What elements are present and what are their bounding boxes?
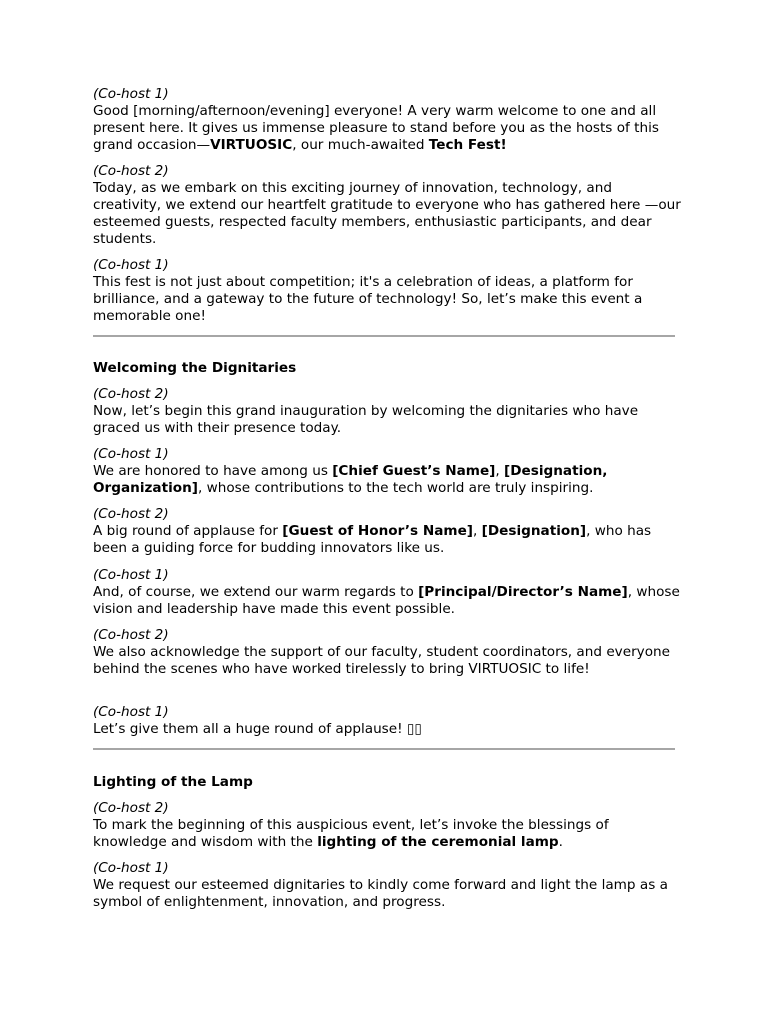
paragraph [93,704,683,738]
section-heading: Welcoming the Dignitaries [93,360,297,376]
paragraph [93,163,683,248]
paragraph [93,627,683,678]
speaker-label: (Co-host 1) [93,704,169,720]
speaker-label: (Co-host 2) [93,800,169,816]
paragraph-text: Today, as we embark on this exciting journey of innovation, technology, and creativity, we extend our heartfelt gratitude to everyone who has gathered here —our esteemed guests, respected faculty members, enthusiastic participants, and dear students. [93,180,681,247]
paragraph [93,860,683,911]
speaker-label: (Co-host 2) [93,386,169,402]
speaker-label: (Co-host 2) [93,163,169,179]
paragraph [93,446,683,497]
paragraph-text: Now, let’s begin this grand inauguration by welcoming the dignitaries who have graced us with their presence today. [93,403,639,436]
paragraph-text: We are honored to have among us [Chief Guest’s Name], [Designation, Organization], whose contributions to the tech world are truly inspiring. [93,463,608,496]
speaker-label: (Co-host 2) [93,627,169,643]
paragraph-text: And, of course, we extend our warm regards to [Principal/Director’s Name], whose vision and leadership have made this event possible. [93,584,680,617]
paragraph-text: This fest is not just about competition; it's a celebration of ideas, a platform for brilliance, and a gateway to the future of technology! So, let’s make this event a memorable one! [93,274,643,324]
paragraph-text: Let’s give them all a huge round of applause! ▯▯ [93,721,422,737]
paragraph [93,86,683,154]
paragraph-text: Good [morning/afternoon/evening] everyone! A very warm welcome to one and all present here. It gives us immense pleasure to stand before you as the hosts of this grand occasion—VIRTUOSIC, our much-awaited Tech Fest! [93,103,659,153]
speaker-label: (Co-host 1) [93,446,169,462]
speaker-label: (Co-host 1) [93,567,169,583]
paragraph [93,257,683,325]
section-divider [93,335,675,337]
paragraph-text: To mark the beginning of this auspicious event, let’s invoke the blessings of knowledge and wisdom with the lighting of the ceremonial lamp. [93,817,609,850]
speaker-label: (Co-host 1) [93,860,169,876]
speaker-label: (Co-host 1) [93,257,169,273]
section-heading: Lighting of the Lamp [93,774,253,790]
section-divider [93,748,675,750]
paragraph-text: We also acknowledge the support of our faculty, student coordinators, and everyone behind the scenes who have worked tirelessly to bring VIRTUOSIC to life! [93,644,671,677]
paragraph [93,506,683,557]
speaker-label: (Co-host 1) [93,86,169,102]
paragraph-text: We request our esteemed dignitaries to kindly come forward and light the lamp as a symbol of enlightenment, innovation, and progress. [93,877,668,910]
paragraph [93,386,683,437]
paragraph-text: A big round of applause for [Guest of Honor’s Name], [Designation], who has been a guiding force for budding innovators like us. [93,523,652,556]
paragraph [93,800,683,851]
paragraph [93,567,683,618]
speaker-label: (Co-host 2) [93,506,169,522]
